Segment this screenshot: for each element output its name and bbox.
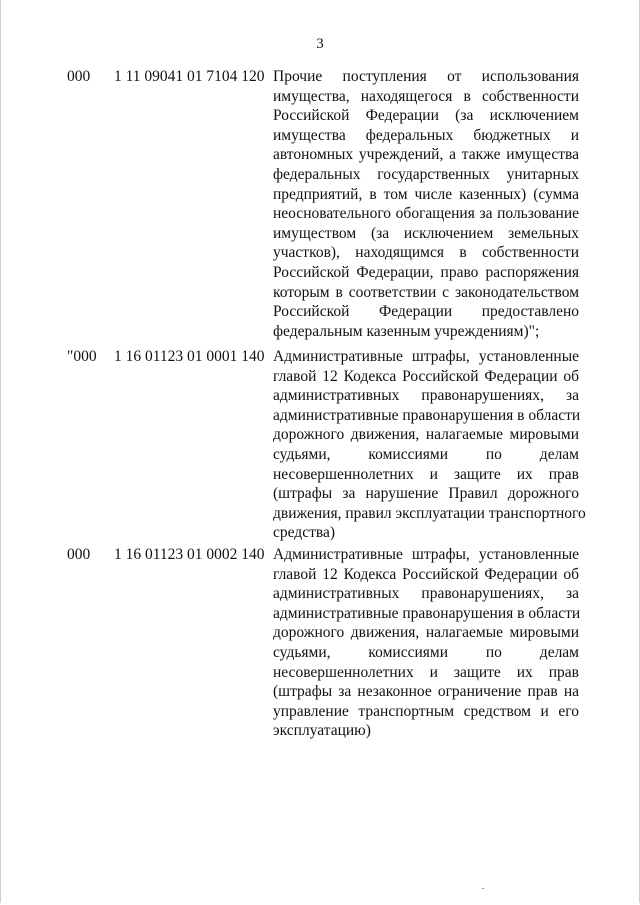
admin-code: 000 [67, 68, 91, 85]
description-line: дорожного движения, налагаемые мировыми [273, 426, 579, 444]
description-line: предприятий, в том числе казенных) (сумма [273, 185, 579, 203]
description-line: Российской Федерации (за исключением [273, 107, 579, 125]
description-line: федеральным казенным учреждениям)"; [273, 322, 540, 340]
description-line: административных правонарушениях, за [273, 387, 579, 405]
description-line: федеральных государственных унитарных [273, 165, 579, 183]
scan-speck [482, 888, 484, 889]
description-line: автономных учреждений, а также имущества [273, 146, 579, 164]
description-line: дорожного движения, налагаемые мировыми [273, 624, 579, 642]
description-line: Российской Федерации предоставлено [273, 303, 579, 321]
description-line: которым в соответствии с законодательством [273, 283, 579, 301]
description-line: административные правонарушения в области [273, 406, 581, 424]
description-line: имущества, находящегося в собственности [273, 87, 579, 105]
description-line: имущества федеральных бюджетных и [273, 126, 579, 144]
entry-description [273, 545, 579, 741]
description-line: главой 12 Кодекса Российской Федерации об [273, 565, 579, 583]
description-line: Прочие поступления от использования [273, 68, 579, 85]
description-line: управление транспортным средством и его [273, 702, 579, 720]
description-line: движения, правил эксплуатации транспортного [273, 504, 586, 522]
description-line: имуществом (за исключением земельных [273, 224, 579, 242]
budget-code: 1 11 09041 01 7104 120 [114, 68, 265, 85]
budget-code: 1 16 01123 01 0002 140 [114, 546, 265, 563]
description-line: несовершеннолетних и защите их прав [273, 663, 579, 681]
entry-description [273, 67, 579, 341]
description-line: судьями, комиссиями по делам [273, 445, 579, 463]
description-line: участков), находящимся в собственности [273, 244, 579, 262]
budget-code: 1 16 01123 01 0001 140 [114, 348, 265, 365]
description-line: эксплуатацию) [273, 722, 371, 740]
description-line: Российской Федерации, право распоряжения [273, 263, 579, 281]
description-line: административные правонарушения в области [273, 604, 581, 622]
entry-description [273, 347, 586, 543]
page-number: 3 [316, 36, 324, 52]
description-line: главой 12 Кодекса Российской Федерации об [273, 367, 579, 385]
admin-code: 000 [67, 546, 91, 563]
description-line: (штрафы за нарушение Правил дорожного [273, 485, 579, 503]
admin-code: "000 [67, 348, 97, 365]
description-line: неосновательного обогащения за пользование [273, 205, 579, 223]
description-line: (штрафы за незаконное ограничение прав на [273, 683, 579, 701]
description-line: судьями, комиссиями по делам [273, 643, 579, 661]
description-line: Административные штрафы, установленные [273, 546, 579, 563]
description-line: Административные штрафы, установленные [273, 348, 579, 365]
description-line: административных правонарушениях, за [273, 585, 579, 603]
description-line: несовершеннолетних и защите их прав [273, 465, 579, 483]
description-line: средства) [273, 524, 335, 542]
